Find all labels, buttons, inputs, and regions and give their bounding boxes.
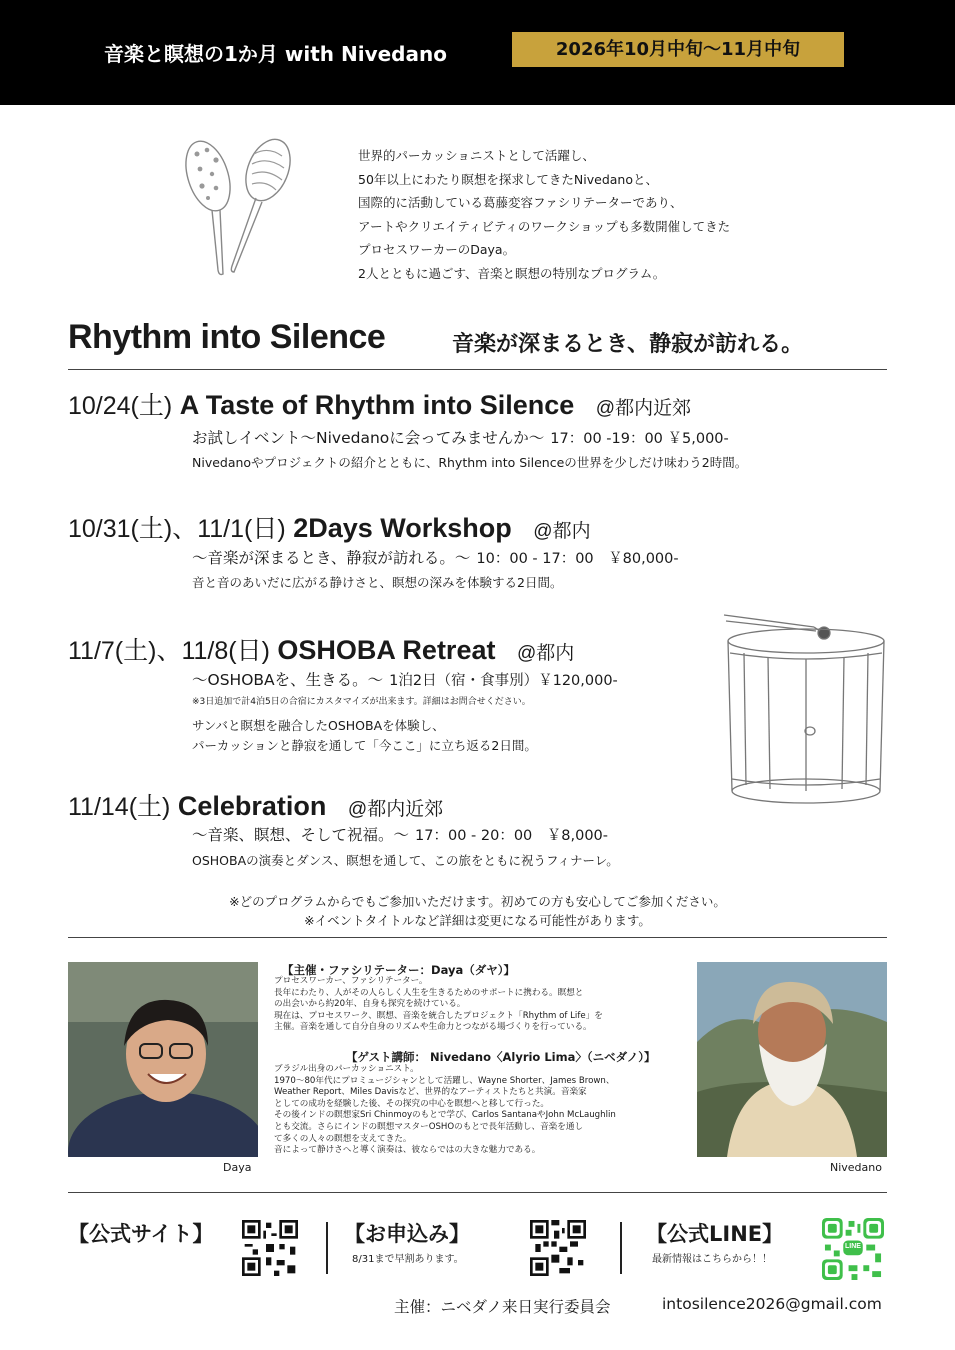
contact-email[interactable]: intosilence2026@gmail.com [662,1295,882,1313]
daya-photo [68,962,258,1157]
event-location: @都内近郊 [347,799,444,820]
event-date: 10/24(土) [68,392,173,420]
event-subtitle-line [192,668,618,690]
event-time-price: 17：00 -19：00 ￥5,000- [550,431,729,447]
host-bio-line: プロセスワーカー、ファシリテーター。 [274,976,428,986]
event-heading [68,386,691,422]
event-heading [68,631,574,667]
line-qr-code[interactable] [822,1218,884,1280]
divider [68,1192,887,1193]
event-description-line: OSHOBAの演奏とダンス、瞑想を通して、この旅をともに祝うフィナーレ。 [192,853,619,868]
intro-line: 世界的パーカッショニストとして活躍し、 [358,148,595,163]
event-subtitle: ～音楽が深まるとき、静寂が訪れる。～ [192,549,471,567]
event-time-price: 1泊2日（宿・食事別）￥120,000- [389,673,618,689]
event-time-price: 17：00 - 20：00 ￥8,000- [415,828,609,844]
nivedano-caption: Nivedano [830,1161,882,1174]
divider [68,369,887,370]
host-bio [274,976,603,1034]
official-site-label: 【公式サイト】 [68,1222,214,1246]
official-site-qr-code[interactable] [242,1220,298,1276]
guest-bio [274,1064,616,1157]
guest-bio-line: て多くの人々の瞑想を支えてきた。 [274,1133,412,1144]
guest-bio-line: ブラジル出身のパーカッショニスト。 [274,1064,419,1074]
intro-line: 2人とともに過ごす、音楽と瞑想の特別なプログラム。 [358,265,666,281]
guest-bio-line: 1970～80年代にプロミュージシャンとして活躍し、Wayne Shorter、James Brown、 [274,1075,615,1086]
intro-line: 50年以上にわたり瞑想を探求してきたNivedanoと、 [358,171,658,187]
apply-note: 8/31まで早割あります。 [352,1254,464,1265]
event-title: Celebration [177,791,327,821]
apply-label: 【お申込み】 [344,1222,470,1246]
event-date: 11/14(土) [68,793,171,821]
event-time-price: 10：00 - 17：00 ￥80,000- [476,551,679,567]
guest-bio-line: とも交流。さらにインドの瞑想マスターOSHOのもとで長年活動し、音楽を通し [274,1121,584,1132]
event-description-line: 音と音のあいだに広がる静けさと、瞑想の深みを体験する2日間。 [192,575,563,590]
event-location: @都内 [533,521,591,542]
event-title: 2Days Workshop [293,513,512,543]
event-subtitle: お試しイベント～Nivedanoに会ってみませんか～ [192,429,545,447]
event-subtitle-line [192,823,608,845]
guest-bio-line: 音によって静けさへと導く演奏は、彼ならではの大きな魅力である。 [274,1145,541,1156]
host-bio-line: 主催。音楽を通して自分自身のリズムや生命力とつながる場づくりを行っている。 [274,1022,592,1033]
header-bar [0,0,955,105]
event-heading [68,787,443,823]
organizer: 主催：ニベダノ来日実行委員会 [394,1298,611,1316]
notice-text: ※イベントタイトルなど詳細は変更になる可能性があります。 [304,913,651,928]
apply-qr-code[interactable] [530,1220,586,1276]
host-heading: 【主催・ファシリテーター：Daya（ダヤ）】 [282,963,515,977]
guest-heading: 【ゲスト講師： Nivedano〈Alyrio Lima〉（ニベダノ）】 [346,1050,656,1064]
tagline-english: Rhythm into Silence [68,318,386,356]
footer-separator [326,1222,328,1274]
daya-caption: Daya [223,1161,252,1174]
event-description-line: パーカッションと静寂を通して「今ここ」に立ち返る2日間。 [192,738,537,753]
event-subtitle-line [192,426,729,448]
event-description-line: サンバと瞑想を融合したOSHOBAを体験し、 [192,718,445,733]
event-date: 10/31(土)、11/1(日) [68,515,286,543]
intro-text [358,144,730,285]
header-title: 音楽と瞑想の1か月 with Nivedano [104,42,447,66]
tagline-japanese: 音楽が深まるとき、静寂が訪れる。 [452,332,804,357]
line-badge: LINE [845,1243,861,1250]
event-subtitle: ～OSHOBAを、生きる。～ [192,671,384,689]
event-title: A Taste of Rhythm into Silence [179,390,575,420]
event-date: 11/7(土)、11/8(日) [68,637,270,665]
event-heading [68,509,591,545]
event-subtitle-line [192,546,679,568]
period-badge: 2026年10月中旬～11月中旬 [512,32,844,67]
event-description-line: Nivedanoやプロジェクトの紹介とともに、Rhythm into Silenceの世界を少しだけ味わう2時間。 [192,455,748,470]
guest-bio-line: としての成功を経験した後、その探究の中心を瞑想へと移して行った。 [274,1098,550,1109]
intro-line: プロセスワーカーのDaya。 [358,242,516,257]
event-title: OSHOBA Retreat [277,635,496,665]
event-description [192,573,562,593]
event-location: @都内 [516,643,575,664]
event-note: ※3日追加で計4泊5日の合宿にカスタマイズが出来ます。詳細はお問合せください。 [192,697,531,707]
host-bio-line: の出会いから約20年、自身も探究を続けている。 [274,999,466,1010]
drum-illustration [722,613,902,813]
event-description [192,716,537,756]
intro-line: 国際的に活動している葛藤変容ファシリテーターであり、 [358,195,683,210]
official-line-label: 【公式LINE】 [646,1222,784,1246]
guest-bio-line: Weather Report、Miles Davisなど、世界的なアーティストたちと共演。音楽家 [274,1087,587,1098]
event-subtitle: ～音楽、瞑想、そして祝福。～ [192,826,410,844]
event-location: @都内近郊 [595,398,692,419]
event-description [192,851,619,871]
host-bio-line: 長年にわたり、人がその人らしく人生を生きるためのサポートに携わる。瞑想と [274,987,584,998]
notice-text: ※どのプログラムからでもご参加いただけます。初めての方も安心してご参加ください。 [229,894,726,909]
divider [68,937,887,938]
line-note: 最新情報はこちらから！！ [652,1254,772,1265]
nivedano-photo [697,962,887,1157]
intro-line: アートやクリエイティビティのワークショップも多数開催してきた [358,218,731,234]
footer-separator [620,1222,622,1274]
guest-bio-line: その後インドの瞑想家Sri Chinmoyのもとで学び、Carlos SantanaやJohn McLaughlin [274,1110,616,1121]
event-description [192,453,747,473]
maracas-illustration [172,134,312,279]
host-bio-line: 現在は、プロセスワーク、瞑想、音楽を統合したプロジェクト「Rhythm of Life」を [274,1010,603,1021]
